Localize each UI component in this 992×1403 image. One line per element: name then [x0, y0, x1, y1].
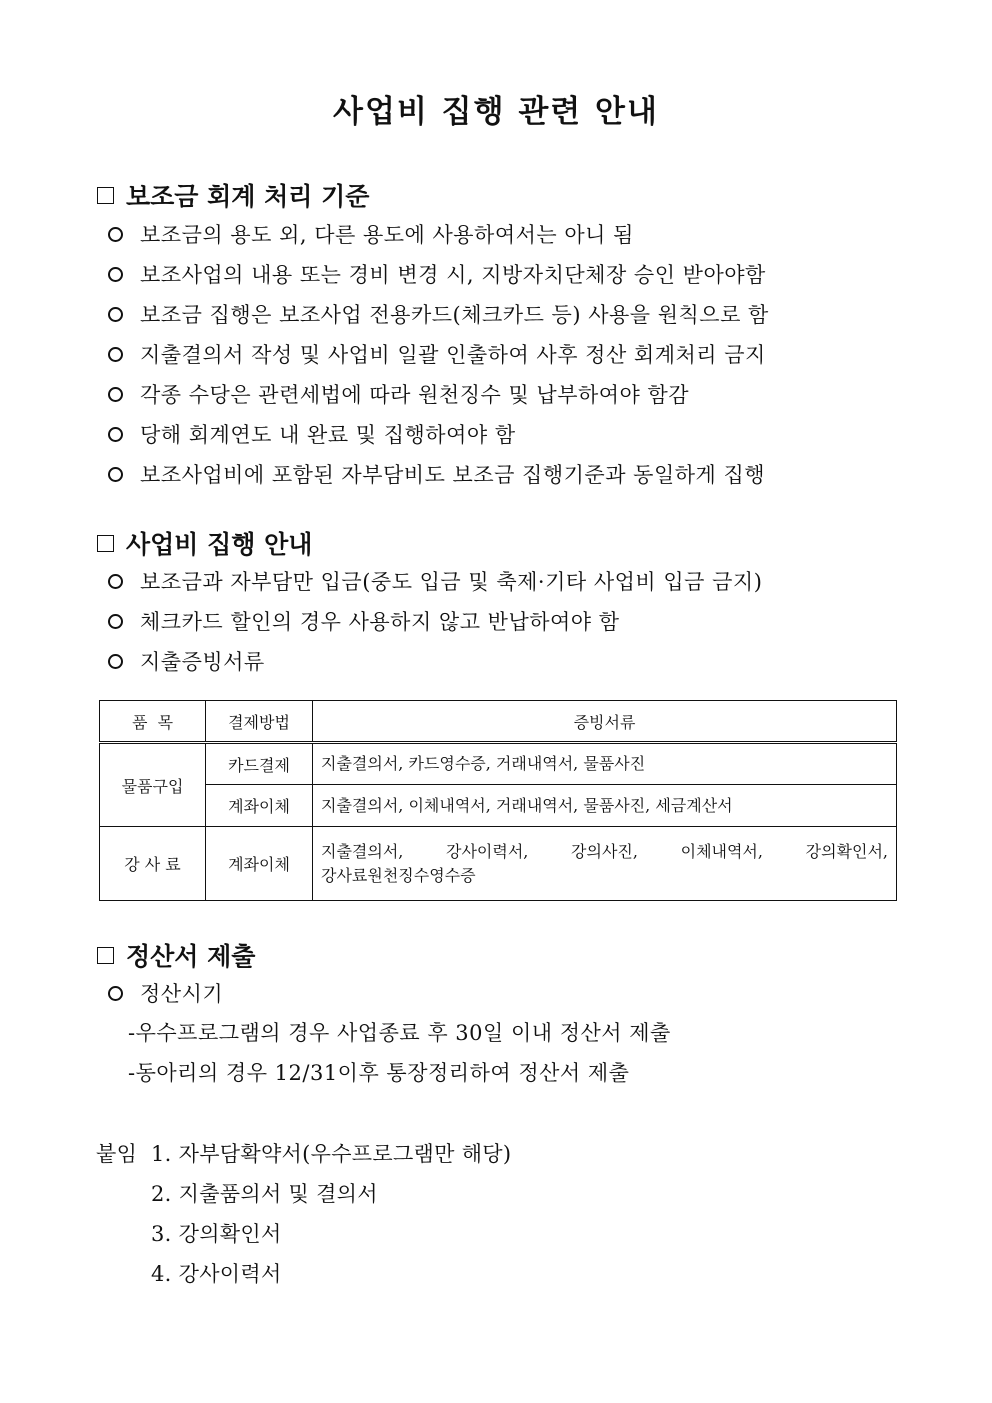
attachment-item: 2. 지출품의서 및 결의서	[151, 1182, 378, 1206]
list-item: 보조금의 용도 외, 다른 용도에 사용하여서는 아니 됨	[108, 219, 634, 249]
circle-bullet-icon	[108, 467, 123, 482]
section-heading-label: 보조금 회계 처리 기준	[126, 182, 370, 211]
circle-bullet-icon	[108, 614, 123, 629]
attachment-item: 3. 강의확인서	[151, 1222, 282, 1246]
section-heading-execution	[97, 525, 312, 561]
list-item: 지출증빙서류	[108, 646, 265, 676]
attachment-label: 붙임	[96, 1142, 138, 1166]
table-row	[100, 743, 897, 785]
list-item: 지출결의서 작성 및 사업비 일괄 인출하여 사후 정산 회계처리 금지	[108, 339, 766, 369]
header-documents: 증빙서류	[313, 701, 897, 743]
circle-bullet-icon	[108, 307, 123, 322]
section-heading-settlement	[97, 937, 255, 973]
list-item: 체크카드 할인의 경우 사용하지 않고 반납하여야 함	[108, 606, 620, 636]
attachment-item: 4. 강사이력서	[151, 1262, 282, 1286]
checkbox-square-icon	[97, 947, 114, 964]
circle-bullet-icon	[108, 986, 123, 1001]
circle-bullet-icon	[108, 267, 123, 282]
evidence-documents-table	[99, 700, 897, 901]
cell-method: 계좌이체	[206, 785, 313, 827]
section-heading-label: 정산서 제출	[126, 942, 256, 971]
list-item: 당해 회계연도 내 완료 및 집행하여야 함	[108, 419, 516, 449]
circle-bullet-icon	[108, 574, 123, 589]
cell-method: 계좌이체	[206, 827, 313, 901]
section-heading-accounting	[97, 177, 369, 213]
sub-item: -우수프로그램의 경우 사업종료 후 30일 이내 정산서 제출	[128, 1021, 671, 1045]
cell-docs: 지출결의서, 카드영수증, 거래내역서, 물품사진	[313, 743, 897, 785]
list-item: 정산시기	[108, 978, 223, 1008]
checkbox-square-icon	[97, 535, 114, 552]
header-payment-method: 결제방법	[206, 701, 313, 743]
circle-bullet-icon	[108, 654, 123, 669]
page-title: 사업비 집행 관련 안내	[333, 94, 659, 130]
cell-docs	[313, 827, 897, 901]
list-item: 보조사업비에 포함된 자부담비도 보조금 집행기준과 동일하게 집행	[108, 459, 765, 489]
circle-bullet-icon	[108, 387, 123, 402]
checkbox-square-icon	[97, 187, 114, 204]
list-item: 각종 수당은 관련세법에 따라 원천징수 및 납부하여야 함감	[108, 379, 689, 409]
cell-docs-line: 지출결의서, 강사이력서, 강의사진, 이체내역서, 강의확인서,	[321, 841, 888, 861]
section-heading-label: 사업비 집행 안내	[126, 530, 313, 559]
cell-docs: 지출결의서, 이체내역서, 거래내역서, 물품사진, 세금계산서	[313, 785, 897, 827]
cell-docs-line: 강사료원천징수영수증	[321, 865, 476, 885]
cell-method: 카드결제	[206, 743, 313, 785]
circle-bullet-icon	[108, 347, 123, 362]
circle-bullet-icon	[108, 427, 123, 442]
table-row	[100, 827, 897, 901]
cell-item: 물품구입	[100, 743, 206, 827]
circle-bullet-icon	[108, 227, 123, 242]
cell-item: 강 사 료	[100, 827, 206, 901]
sub-item: -동아리의 경우 12/31이후 통장정리하여 정산서 제출	[128, 1061, 630, 1085]
table-row	[100, 785, 897, 827]
table-header-row	[100, 701, 897, 743]
list-item: 보조금과 자부담만 입금(중도 입금 및 축제·기타 사업비 입금 금지)	[108, 566, 762, 596]
header-item: 품 목	[100, 701, 206, 743]
list-item: 보조금 집행은 보조사업 전용카드(체크카드 등) 사용을 원칙으로 함	[108, 299, 769, 329]
list-item: 보조사업의 내용 또는 경비 변경 시, 지방자치단체장 승인 받아야함	[108, 259, 766, 289]
attachment-item: 1. 자부담확약서(우수프로그램만 해당)	[151, 1142, 512, 1166]
